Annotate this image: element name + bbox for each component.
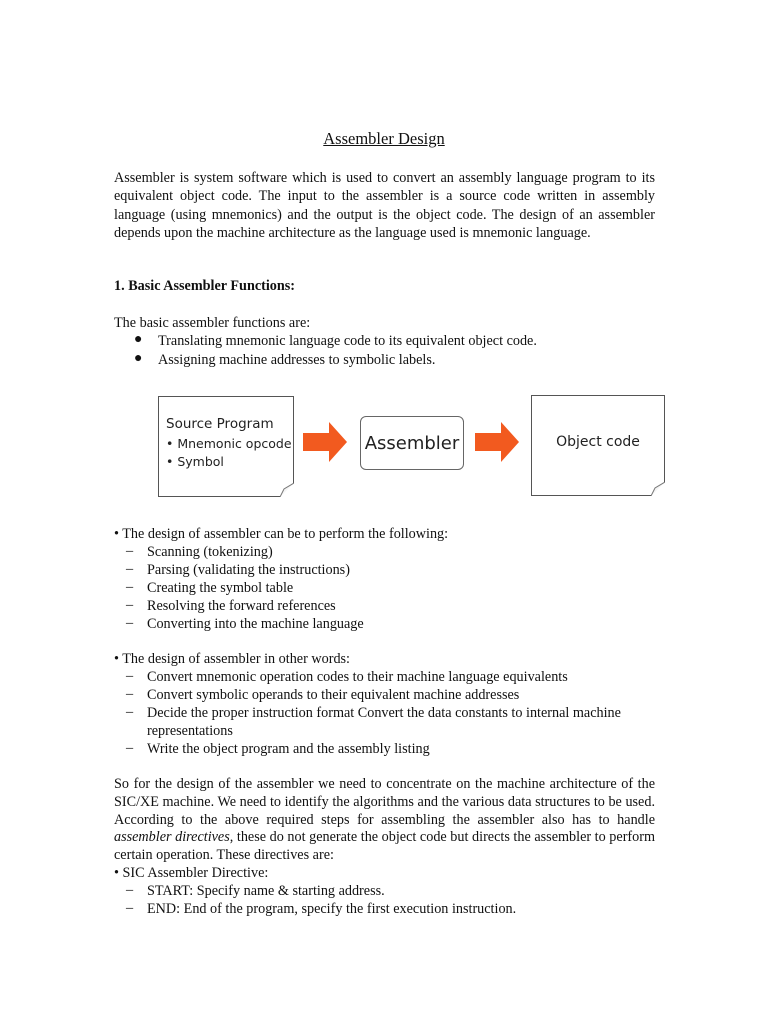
arrow-right-icon — [303, 420, 349, 464]
dash-marker: – — [126, 668, 134, 684]
source-program-box — [158, 396, 294, 497]
source-item: • Symbol — [166, 454, 224, 469]
design-item: Converting into the machine language — [147, 616, 364, 632]
dash-marker: – — [126, 615, 134, 631]
other-words-item: Convert symbolic operands to their equivalent machine addresses — [147, 687, 520, 703]
bullet-icon: ● — [134, 351, 143, 366]
design-item: Resolving the forward references — [147, 598, 336, 614]
dash-marker: – — [126, 882, 134, 898]
object-code-label: Object code — [556, 434, 640, 450]
dash-marker: – — [126, 740, 134, 756]
section-heading: 1. Basic Assembler Functions: — [114, 278, 296, 294]
arrow-right-icon — [475, 420, 521, 464]
dash-marker: – — [126, 704, 134, 720]
design-lead: • The design of assembler can be to perform the following: — [114, 526, 449, 542]
design-lead-text: The design of assembler can be to perform the following: — [122, 526, 449, 542]
other-words-item: Decide the proper instruction format Convert the data constants to internal machine — [147, 705, 621, 721]
design-item: Parsing (validating the instructions) — [147, 562, 350, 578]
page-fold-icon — [651, 482, 665, 496]
design-item: Scanning (tokenizing) — [147, 544, 273, 560]
sic-item: END: End of the program, specify the first execution instruction. — [147, 901, 517, 917]
source-program-title: Source Program — [166, 416, 274, 432]
function-item: Translating mnemonic language code to its equivalent object code. — [158, 333, 537, 349]
assembler-box: Assembler — [360, 416, 464, 470]
dash-marker: – — [126, 597, 134, 613]
intro-paragraph: Assembler is system software which is used to convert an assembly language program to its equivalent object code. The input to the assembler is a source code written in assembly language (using mnemonics) and the output is the object code. The design of an assembler depends upon the machine architecture as the language used is mnemonic language. — [114, 170, 655, 242]
sic-lead: • SIC Assembler Directive: — [114, 865, 269, 881]
other-words-item: Convert mnemonic operation codes to their machine language equivalents — [147, 669, 568, 685]
closing-text-part1: So for the design of the assembler we need to concentrate on the machine architecture of the SIC/XE machine. We need to identify the algorithms and the various data structures to be used. According to the above required steps for assembling the assembler also has to handle — [114, 776, 655, 828]
functions-lead: The basic assembler functions are: — [114, 315, 311, 331]
page-title: Assembler Design — [323, 129, 445, 148]
dash-marker: – — [126, 686, 134, 702]
page-fold-icon — [280, 483, 294, 497]
dash-marker: – — [126, 561, 134, 577]
closing-emphasis: assembler directives — [114, 829, 230, 846]
closing-text-part2: , these do not generate the object code but directs the assembler to perform certain operation. These directives are: — [114, 829, 655, 864]
other-words-item-continued: representations — [147, 723, 233, 739]
bullet-icon: ● — [134, 332, 143, 347]
dash-marker: – — [126, 579, 134, 595]
closing-paragraph — [114, 776, 655, 865]
other-words-lead-text: The design of assembler in other words: — [122, 651, 350, 667]
other-words-lead: • The design of assembler in other words: — [114, 651, 350, 667]
source-item: • Mnemonic opcode — [166, 436, 292, 451]
other-words-item: Write the object program and the assembly listing — [147, 741, 430, 757]
object-code-box — [531, 395, 665, 496]
sic-lead-text: SIC Assembler Directive: — [122, 865, 269, 881]
function-item: Assigning machine addresses to symbolic labels. — [158, 352, 436, 368]
dash-marker: – — [126, 900, 134, 916]
sic-item: START: Specify name & starting address. — [147, 883, 385, 899]
design-item: Creating the symbol table — [147, 580, 294, 596]
dash-marker: – — [126, 543, 134, 559]
